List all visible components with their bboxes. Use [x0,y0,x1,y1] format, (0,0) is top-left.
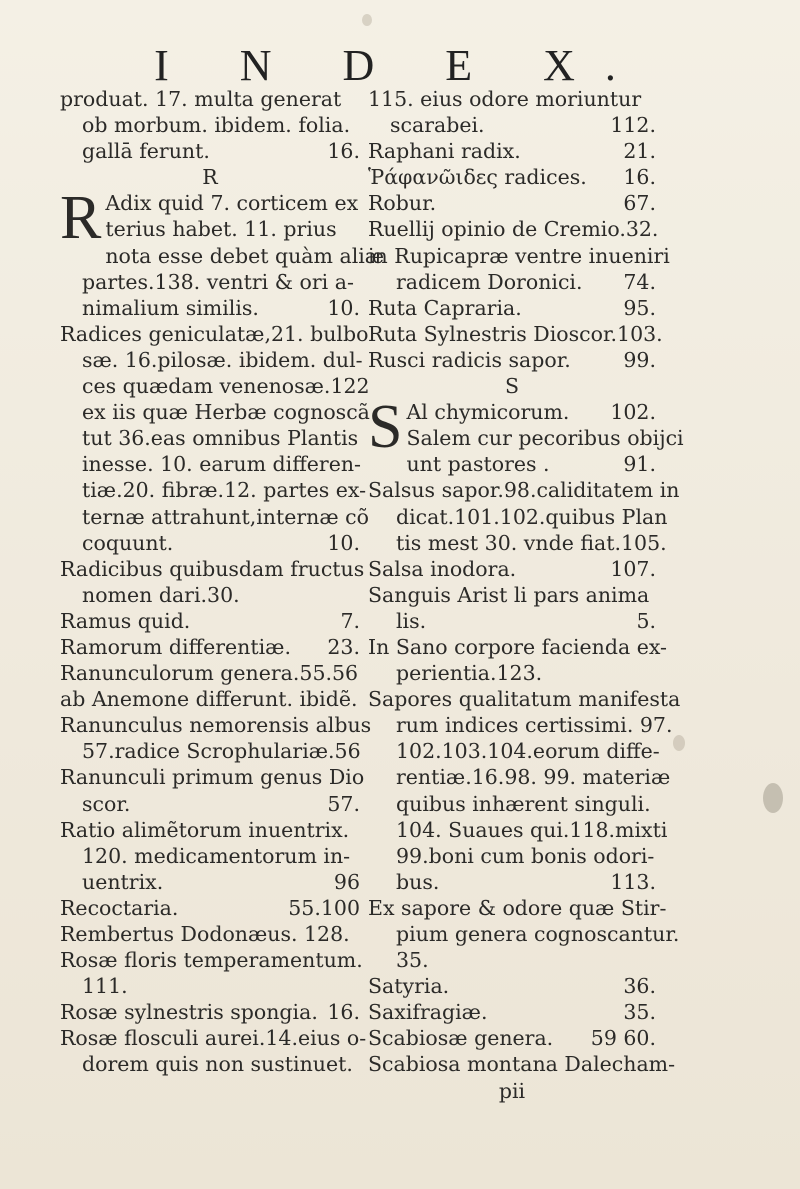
index-line: Al chymicorum. 102. [406,400,656,425]
left-entries-top [60,86,360,190]
index-line [368,999,656,1025]
page-reference: 55.100 [288,895,360,920]
page-reference: 59 60. [590,1026,656,1051]
page-reference: 102. [610,400,656,425]
page-reference: 16. [327,1000,360,1025]
entry-text: In Sano corpore facienda ex- [368,634,667,659]
entry-text: 120. medicamentorum in- [82,843,351,868]
entry-text: Rosæ flosculi aurei.14.eius o- [60,1026,367,1051]
entry-text: ternæ attrahunt,internæ cõ [82,504,369,529]
entry-text: Sapores qualitatum manifesta [368,687,681,712]
ink-blot [362,14,372,26]
entry-text: pii [498,1078,526,1103]
index-line [368,895,667,921]
index-line [368,869,656,895]
entry-text: ces quædam venenosæ.122 [82,374,370,399]
entry-text: ab Anemone differunt. ibidẽ. [60,687,358,712]
page-reference: 74. [623,269,656,294]
entry-text: dorem quis non sustinuet. [82,1052,353,1077]
entry-text: Ranunculorum genera.55.56 [60,661,359,686]
entry-text: Ranunculus nemorensis albus [60,713,372,738]
index-line [60,738,360,764]
entry-text: perientia.123. [396,661,543,686]
index-line [60,947,363,973]
entry-text: nota esse debet quàm aliæ [105,243,385,268]
index-line [60,791,360,817]
page-reference: 7. [340,608,360,633]
entry-text: bus. [396,869,440,894]
index-line [60,451,360,477]
page-title: I N D E X. [154,41,646,90]
entry-text: unt pastores . [406,452,550,477]
index-line [60,112,360,138]
entry-text: 115. eius odore moriuntur [368,87,642,111]
index-line [60,295,360,321]
index-line [60,608,360,634]
entry-text: R [202,165,218,190]
index-line [60,582,360,608]
index-line [60,530,360,556]
page-reference: 107. [610,556,656,581]
entry-text: Radicibus quibusdam fructus [60,556,365,581]
drop-cap: R [60,184,102,253]
entry-text: tis mest 30. vnde fiat.105. [396,530,667,555]
index-line [368,556,656,582]
index-line [368,660,656,686]
page-reference: 113. [610,869,656,894]
entry-text: sæ. 16.pilosæ. ibidem. dul- [82,347,363,372]
entry-text: Ex sapore & odore quæ Stir- [368,895,667,920]
index-line [60,817,360,843]
index-line [60,477,367,503]
entry-text: Ruta Capraria. [368,295,522,320]
index-line [368,843,656,869]
index-line [60,347,363,373]
entry-text: Ranunculi primum genus Dio [60,765,365,790]
index-line [368,504,668,530]
page-reference: 35. [623,1000,656,1025]
page-reference: 21. [623,139,656,164]
right-column [368,86,684,1104]
index-line [368,295,656,321]
entry-text: Ruta Sylnestris Dioscor.103. [368,321,663,346]
entry-text: gallā ferunt. [82,139,210,164]
index-line [368,947,656,973]
index-line [60,843,360,869]
entry-text: 35. [396,948,429,973]
index-line [368,764,671,790]
page-reference: 10. [327,530,360,555]
entry-text: Satyria. [368,974,450,999]
entry-text: S [504,374,520,399]
index-line [368,530,667,556]
index-line [60,86,360,112]
index-line [368,347,656,373]
section-r-opening [60,184,360,253]
page-reference: 96 [333,869,360,894]
entry-text: quibus inhærent singuli. [396,791,651,816]
index-line [60,686,360,712]
index-line [368,112,656,138]
index-line [60,504,369,530]
page-reference: 16. [623,165,656,190]
entry-text: coquunt. [82,530,174,555]
entry-text: nomen dari.30. [82,582,240,607]
index-line [368,216,659,242]
page-reference: 95. [623,295,656,320]
page-reference: 57. [327,791,360,816]
index-line [60,556,365,582]
entry-text: tut 36.eas omnibus Plantis [82,426,359,451]
index-line [60,973,360,999]
entry-text: in Rupicapræ ventre inueniri [368,243,670,268]
index-line [368,321,663,347]
entry-text: Scabiosa montana Dalecham- [368,1052,676,1077]
index-line [368,1025,656,1051]
section-letter [368,1078,656,1104]
index-line [368,738,660,764]
entry-text: Recoctaria. [60,895,179,920]
entry-text: Robur. [368,191,437,216]
entry-text: scor. [82,791,131,816]
index-line [368,477,680,503]
index-line [368,1051,676,1077]
entry-text: pium genera cognoscantur. [396,922,680,946]
index-line [368,791,656,817]
index-line [60,921,360,947]
entry-text: Ramorum differentiæ. [60,634,291,659]
page-reference: 36. [623,974,656,999]
page-stain [763,783,783,813]
entry-text: Saxifragiæ. [368,1000,488,1025]
index-line [368,86,656,112]
page-reference: 67. [623,191,656,216]
index-line [60,869,360,895]
index-line [368,608,656,634]
section-s-opening [368,393,684,462]
index-line [60,269,360,295]
entry-text: lis. [396,608,427,633]
left-entries [60,243,385,1078]
section-letter [60,164,360,190]
entry-text: radicem Doronici. [396,269,583,294]
entry-text: rum indices certissimi. 97. [396,713,673,738]
index-line [60,425,360,451]
index-line [368,269,656,295]
index-line [60,399,370,425]
entry-text: Ratio alimẽtorum inuentrix. [60,817,350,842]
index-line [368,817,668,843]
entry-text: rentiæ.16.98. 99. materiæ [396,765,671,790]
index-line [60,321,369,347]
entry-text: Rosæ floris temperamentum. [60,948,363,973]
index-line [60,1051,360,1077]
entry-text: 57.radice Scrophulariæ.56 [82,739,361,764]
page-reference: 10. [327,295,360,320]
index-line [368,164,656,190]
index-line [368,634,667,660]
index-line: Salem cur pecoribus obijci [406,426,684,451]
entry-text: 99.boni cum bonis odori- [396,843,655,868]
index-line [368,973,656,999]
index-line [60,712,372,738]
entry-text: Rosæ sylnestris spongia. [60,1000,318,1025]
index-line [60,1025,367,1051]
index-line [60,764,365,790]
page-reference: 112. [610,113,656,138]
index-line [368,451,656,477]
page-reference: 16. [327,139,360,164]
entry-text: Salsa inodora. [368,556,517,581]
index-line [368,686,681,712]
page-reference: 99. [623,347,656,372]
page-reference: 91. [623,452,656,477]
entry-text: ex iis quæ Herbæ cognoscã [82,400,370,425]
entry-text: ob morbum. ibidem. folia. [82,113,351,138]
entry-text: Raphani radix. [368,139,521,164]
index-line [60,660,360,686]
index-line [368,582,656,608]
index-line: Adix quid 7. corticem ex [105,191,359,216]
index-line [368,921,680,947]
index-line: terius habet. 11. prius [105,217,337,242]
index-line [368,138,656,164]
entry-text: tiæ.20. fibræ.12. partes ex- [82,478,367,503]
entry-text: 102.103.104.eorum diffe- [396,739,660,764]
entry-text: Scabiosæ genera. [368,1026,554,1051]
left-column [60,86,385,1078]
entry-text: dicat.101.102.quibus Plan [396,504,668,529]
index-line [60,895,360,921]
drop-cap: S [368,393,403,462]
entry-text: uentrix. [82,869,164,894]
entry-text: 111. [82,974,128,999]
entry-text: Rusci radicis sapor. [368,347,571,372]
entry-text: 104. Suaues qui.118.mixti [396,817,668,842]
entry-text: inesse. 10. earum differen- [82,452,361,477]
entry-text: Rembertus Dodonæus. 128. [60,922,350,946]
entry-text: Ramus quid. [60,608,191,633]
index-line [368,243,670,269]
right-entries [368,451,681,1103]
right-entries-top [368,86,670,399]
index-line [368,712,673,738]
entry-text: Salsus sapor.98.caliditatem in [368,478,680,503]
page-reference: 23. [327,634,360,659]
page-reference: 5. [636,608,656,633]
index-line [368,190,656,216]
entry-text: Radices geniculatæ,21. bulbo [60,321,369,346]
index-line [60,634,360,660]
entry-text: scarabei. [390,113,485,138]
entry-text: nimalium similis. [82,295,259,320]
index-line [60,243,385,269]
index-line [60,999,360,1025]
index-line [60,373,370,399]
entry-text: Ruellij opinio de Cremio.32. [368,217,659,242]
page-stain [673,735,685,751]
index-line [60,138,360,164]
entry-text: partes.138. ventri & ori a- [82,269,354,294]
entry-text: Ῥάφανῶιδες radices. [368,165,587,190]
entry-text: produat. 17. multa generat [60,87,342,111]
section-letter [368,373,656,399]
entry-text: Sanguis Arist li pars anima [368,582,650,607]
